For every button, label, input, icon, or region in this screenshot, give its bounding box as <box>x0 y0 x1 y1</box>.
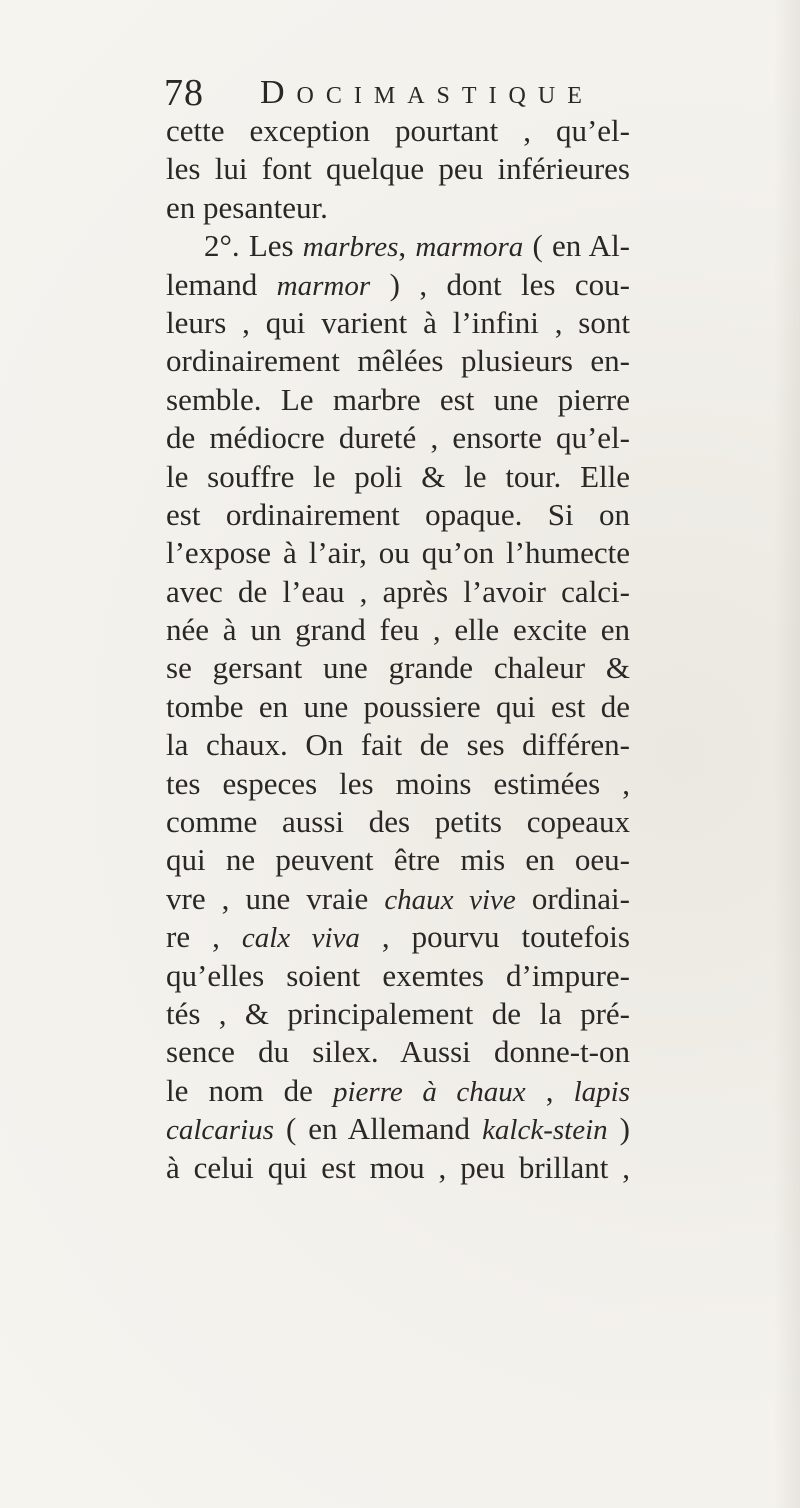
text-line <box>166 150 630 188</box>
text-run: 2°. Les <box>204 228 303 264</box>
text-run: vre , une vraie <box>166 880 385 916</box>
text-run: cette exception pourtant , qu’el- <box>166 113 630 148</box>
text-run: comme aussi des petits copeaux <box>166 804 630 840</box>
text-run: tes especes les moins estimées , <box>166 765 630 801</box>
text-run: ( en Al- <box>523 228 631 264</box>
text-run: à celui qui est mou , peu brillant , <box>166 1149 630 1185</box>
text-run: leurs , qui varient à l’infini , sont <box>166 304 630 340</box>
text-run: qu’elles soient exemtes d’impure- <box>166 957 630 993</box>
italic-term: pierre à chaux <box>332 1075 526 1108</box>
italic-term: marbres <box>302 231 399 264</box>
text-line <box>166 649 630 687</box>
text-run: de médiocre dureté , ensorte qu’el- <box>166 420 630 456</box>
text-line <box>166 841 630 879</box>
text-line <box>166 458 630 496</box>
text-line <box>166 880 630 918</box>
text-line <box>166 957 630 995</box>
italic-term: marmor <box>276 269 371 302</box>
italic-term: kalck-stein <box>482 1114 608 1147</box>
text-run: est ordinairement opaque. Si on <box>166 496 630 532</box>
text-run: se gersant une grande chaleur & <box>166 650 630 686</box>
text-line <box>166 688 630 726</box>
italic-term: lapis <box>573 1075 630 1108</box>
text-run: née à un grand feu , elle excite en <box>166 612 630 648</box>
text-line <box>166 1110 630 1148</box>
text-line <box>166 803 630 841</box>
text-line <box>166 112 630 150</box>
text-run: ( en Allemand <box>273 1111 483 1147</box>
text-line <box>166 1149 630 1187</box>
text-run: en pesanteur. <box>166 189 328 225</box>
text-run: , pourvu toutefois <box>359 919 630 955</box>
text-line <box>166 1072 630 1110</box>
italic-term: calcarius <box>166 1114 274 1147</box>
text-run: , <box>525 1072 574 1108</box>
italic-term: chaux vive <box>384 883 516 916</box>
text-run: ) <box>607 1111 630 1147</box>
page-edge-shadow <box>774 0 800 1508</box>
text-run: la chaux. On fait de ses différen- <box>166 727 630 763</box>
text-line <box>166 189 630 227</box>
text-run: avec de l’eau , après l’avoir calci- <box>166 573 630 609</box>
text-run: qui ne peuvent être mis en oeu- <box>166 842 630 878</box>
text-run: ) , dont les cou- <box>370 266 630 302</box>
text-line <box>166 995 630 1033</box>
text-line <box>166 304 630 342</box>
text-line <box>166 381 630 419</box>
text-run: sence du silex. Aussi donne-t-on <box>166 1034 630 1070</box>
text-run: l’expose à l’air, ou qu’on l’humecte <box>166 535 630 571</box>
text-line <box>166 573 630 611</box>
page-header <box>164 70 664 116</box>
text-line <box>166 342 630 380</box>
text-run: re , <box>166 919 242 955</box>
text-run: le souffre le poli & le tour. Elle <box>166 458 630 494</box>
page-number: 78 <box>164 72 204 114</box>
body-text <box>166 112 630 1187</box>
text-run: ordinai- <box>515 880 630 916</box>
text-run: tombe en une poussiere qui est de <box>166 688 630 724</box>
text-line <box>166 496 630 534</box>
text-line <box>166 918 630 956</box>
text-run: le nom de <box>166 1072 333 1108</box>
text-run: tés , & principalement de la pré- <box>166 995 630 1031</box>
text-line <box>166 534 630 572</box>
text-line <box>166 227 630 265</box>
italic-term: calx viva <box>241 922 360 955</box>
text-line <box>166 611 630 649</box>
text-run: , <box>398 228 416 264</box>
text-run: ordinairement mêlées plusieurs en- <box>166 343 630 379</box>
text-run: semble. Le marbre est une pierre <box>166 381 630 417</box>
text-line <box>166 1033 630 1071</box>
italic-term: marmora <box>415 231 524 264</box>
running-title: Docimastique <box>260 74 594 111</box>
text-line <box>166 266 630 304</box>
text-run: les lui font quelque peu inférieures <box>166 151 630 187</box>
text-run: lemand <box>166 266 277 302</box>
text-line <box>166 765 630 803</box>
text-line <box>166 726 630 764</box>
text-line <box>166 419 630 457</box>
